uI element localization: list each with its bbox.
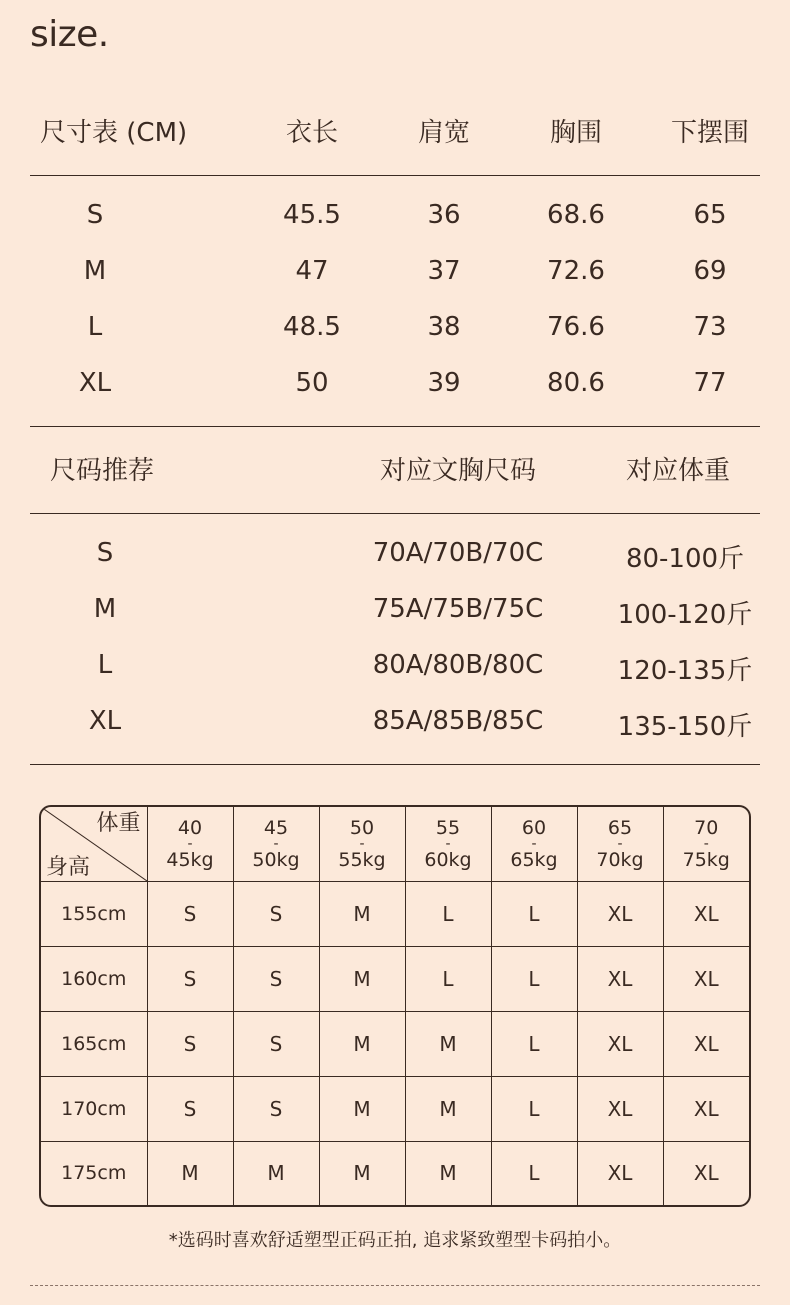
- size-cell: 50: [295, 368, 329, 398]
- recommend-cell: 80A/80B/80C: [372, 650, 544, 680]
- grid-cell: XL: [693, 1161, 719, 1186]
- weight-col-header: 60 - 65kg: [491, 807, 577, 881]
- dashed-divider: [30, 1285, 760, 1286]
- grid-row: [41, 1076, 749, 1141]
- grid-cell: S: [233, 881, 319, 946]
- size-cell: S: [86, 200, 104, 230]
- grid-cell: L: [491, 1011, 577, 1076]
- recommend-cell: 85A/85B/85C: [372, 706, 544, 736]
- size-cell: 38: [427, 312, 461, 342]
- grid-cell: S: [233, 946, 319, 1011]
- size-cell: XL: [78, 368, 112, 398]
- size-cell: L: [87, 312, 103, 342]
- size-table-header-length: 衣长: [285, 118, 338, 148]
- size-cell: 69: [693, 256, 727, 286]
- size-cell: 77: [693, 368, 727, 398]
- grid-cell: XL: [663, 946, 749, 1011]
- grid-cell: L: [491, 1141, 577, 1205]
- size-cell: 80.6: [547, 368, 605, 398]
- grid-cell: M: [405, 1141, 491, 1205]
- size-table-header-bust: 胸围: [549, 118, 602, 148]
- size-cell: 48.5: [283, 312, 341, 342]
- grid-cell: S: [147, 1076, 233, 1141]
- size-table-header-label: 尺寸表 (CM): [40, 118, 188, 148]
- recommend-header-weight: 对应体重: [625, 456, 730, 486]
- grid-cell: L: [405, 881, 491, 946]
- grid-row: [41, 881, 749, 946]
- recommend-cell: XL: [88, 706, 122, 736]
- grid-corner-cell: [41, 807, 147, 881]
- size-table-header-shoulder: 肩宽: [417, 118, 470, 148]
- size-cell: 65: [693, 200, 727, 230]
- page-heading: size.: [30, 14, 109, 55]
- grid-cell: M: [405, 1011, 491, 1076]
- grid-cell: M: [319, 881, 405, 946]
- grid-cell: M: [319, 1076, 405, 1141]
- size-table-header: [30, 112, 760, 156]
- size-cell: 76.6: [547, 312, 605, 342]
- corner-height-label: 身高: [46, 854, 91, 880]
- height-row-header: 170cm: [41, 1076, 147, 1141]
- recommend-header-bra: 对应文胸尺码: [379, 456, 536, 486]
- grid-cell: M: [405, 1076, 491, 1141]
- recommend-row: [30, 650, 760, 706]
- height-row-header: 175cm: [41, 1141, 147, 1205]
- grid-cell: XL: [577, 1011, 663, 1076]
- grid-cell: M: [147, 1141, 233, 1205]
- divider: [30, 764, 760, 765]
- recommend-row: [30, 706, 760, 762]
- grid-cell: S: [233, 1011, 319, 1076]
- grid-cell: L: [491, 946, 577, 1011]
- weight-col-header: 70 - 75kg: [663, 807, 749, 881]
- grid-cell: M: [319, 1141, 405, 1205]
- grid-cell: M: [319, 946, 405, 1011]
- recommend-cell: 135-150斤: [617, 712, 753, 742]
- size-cell: 36: [427, 200, 461, 230]
- grid-cell: S: [233, 1076, 319, 1141]
- size-cell: 73: [693, 312, 727, 342]
- size-cell: 72.6: [547, 256, 605, 286]
- weight-col-header: 45 - 50kg: [233, 807, 319, 881]
- grid-cell: L: [491, 881, 577, 946]
- recommend-cell: 80-100斤: [625, 544, 745, 574]
- size-cell: 39: [427, 368, 461, 398]
- recommend-header-size: 尺码推荐: [50, 456, 155, 486]
- divider: [30, 175, 760, 176]
- size-cell: 45.5: [283, 200, 341, 230]
- height-row-header: 165cm: [41, 1011, 147, 1076]
- height-row-header: 155cm: [41, 881, 147, 946]
- recommend-row: [30, 538, 760, 594]
- divider: [30, 513, 760, 514]
- grid-cell: L: [405, 946, 491, 1011]
- size-table-row: [30, 368, 760, 424]
- size-table-header-hem: 下摆围: [670, 118, 749, 148]
- weight-col-header: 50 - 55kg: [319, 807, 405, 881]
- recommend-cell: S: [96, 538, 114, 568]
- size-table-row: [30, 312, 760, 368]
- grid-cell: XL: [577, 1141, 663, 1205]
- grid-cell: L: [491, 1076, 577, 1141]
- recommend-cell: M: [93, 594, 117, 624]
- grid-row: [41, 1141, 749, 1205]
- grid-cell: XL: [577, 946, 663, 1011]
- grid-cell: M: [233, 1141, 319, 1205]
- recommend-row: [30, 594, 760, 650]
- grid-cell: XL: [663, 1011, 749, 1076]
- recommend-cell: L: [97, 650, 113, 680]
- recommend-cell: 70A/70B/70C: [372, 538, 544, 568]
- grid-header-row: [41, 807, 749, 881]
- height-row-header: 160cm: [41, 946, 147, 1011]
- grid-row: [41, 1011, 749, 1076]
- weight-col-header: 55 - 60kg: [405, 807, 491, 881]
- recommend-table-header: [30, 450, 760, 494]
- height-weight-grid: [39, 805, 751, 1207]
- size-cell: 37: [427, 256, 461, 286]
- weight-col-header: 65 - 70kg: [577, 807, 663, 881]
- grid-row: [41, 946, 749, 1011]
- weight-col-header: 40 - 45kg: [147, 807, 233, 881]
- size-table-row: [30, 200, 760, 256]
- grid-cell: S: [147, 1011, 233, 1076]
- grid-cell: S: [147, 881, 233, 946]
- size-cell: 68.6: [547, 200, 605, 230]
- sizing-note: *选码时喜欢舒适塑型正码正拍, 追求紧致塑型卡码拍小。: [168, 1230, 622, 1251]
- recommend-cell: 120-135斤: [617, 656, 753, 686]
- grid-cell: M: [319, 1011, 405, 1076]
- corner-weight-label: 体重: [96, 811, 141, 836]
- size-cell: M: [83, 256, 107, 286]
- grid-cell: XL: [577, 1076, 663, 1141]
- grid-cell: XL: [663, 881, 749, 946]
- size-cell: 47: [295, 256, 329, 286]
- grid-cell: S: [147, 946, 233, 1011]
- recommend-cell: 75A/75B/75C: [372, 594, 544, 624]
- size-table-row: [30, 256, 760, 312]
- grid-cell: XL: [577, 881, 663, 946]
- grid-cell: XL: [663, 1076, 749, 1141]
- recommend-cell: 100-120斤: [617, 600, 753, 630]
- divider: [30, 426, 760, 427]
